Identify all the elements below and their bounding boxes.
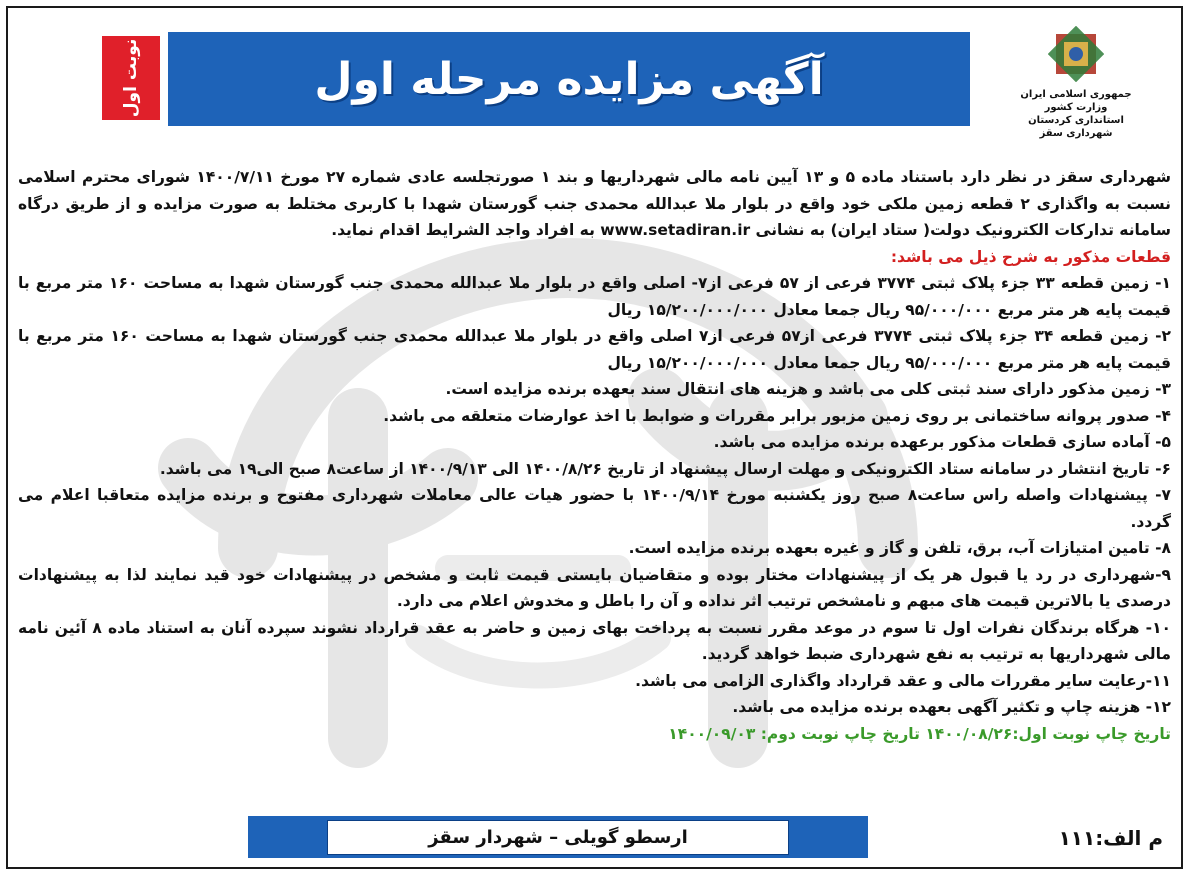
edition-badge xyxy=(102,36,160,120)
item-8: ۸- تامین امتیازات آب، برق، تلفن و گاز و غیره بعهده برنده مزایده است. xyxy=(628,539,1171,557)
org-line-3: استانداری کردستان xyxy=(1028,115,1124,126)
title-banner xyxy=(168,32,970,126)
item-5: ۵- آماده سازی قطعات مذکور برعهده برنده مزایده می باشد. xyxy=(713,433,1171,451)
item-11: ۱۱-رعایت سایر مقررات مالی و عقد قرارداد واگذاری الزامی می باشد. xyxy=(635,671,1171,690)
item-1: ۱- زمین قطعه ۳۳ جزء پلاک ثبتی ۳۷۷۴ فرعی از ۵۷ فرعی از۷- اصلی واقع در بلوار ملا عبدالله محمدی جنب گورستان شهدا به مساحت ۱۶۰ متر مربع با قیمت پایه هر متر مربع ۹۵/۰۰۰/۰۰۰ ریال جمعا معادل ۱۵/۲۰۰/۰۰۰/۰۰۰ ریال xyxy=(18,274,1171,319)
municipality-logo-icon xyxy=(1048,26,1104,82)
org-line-4: شهرداری سقز xyxy=(1039,128,1113,139)
header xyxy=(8,8,1181,158)
intro-paragraph: شهرداری سقز در نظر دارد باستناد ماده ۵ و ۱۳ آیین نامه مالی شهرداریها و بند ۱ صورتجلسه عادی شماره ۲۷ مورخ ۱۴۰۰/۷/۱۱ شورای محترم اسلامی نسبت به واگذاری ۲ قطعه زمین ملکی خود واقع در بلوار ملا عبدالله محمدی جنب گورستان شهدا با کاربری مختلط به صورت مزایده و از طریق درگاه سامانه تدارکات الکترونیک دولت( ستاد ایران) به نشانی www.setadiran.ir به افراد واجد الشرایط اقدام نماید. xyxy=(18,168,1172,239)
notice-body xyxy=(18,164,1171,747)
org-emblem xyxy=(1011,26,1141,140)
notice-code: م الف:۱۱۱ xyxy=(1058,826,1163,850)
org-line-1: جمهوری اسلامی ایران xyxy=(1020,89,1132,100)
item-9: ۹-شهرداری در رد یا قبول هر یک از پیشنهادات مختار بوده و متقاضیان بایستی قیمت ثابت و مشخص در پیشنهادات خود قید نمایند لذا به پیشنهادات درصدی یا بالاترین قیمت های مبهم و نامشخص ترتیب اثر نداده و آن را باطل و مخدوش اعلام می دارد. xyxy=(18,565,1171,610)
items-heading: قطعات مذکور به شرح ذیل می باشد: xyxy=(890,247,1171,266)
item-4: ۴- صدور پروانه ساختمانی بر روی زمین مزبور برابر مقررات و ضوابط با اخذ عوارضات متعلقه می باشد. xyxy=(383,406,1171,425)
print-dates: تاریخ چاپ نوبت اول:۱۴۰۰/۰۸/۲۶ تاریخ چاپ نوبت دوم: ۱۴۰۰/۰۹/۰۳ xyxy=(668,724,1171,743)
page-title: آگهی مزایده مرحله اول xyxy=(314,53,824,105)
org-line-2: وزارت کشور xyxy=(1044,102,1108,113)
signature: ارسطو گویلی – شهردار سقز xyxy=(327,820,789,855)
signature-banner xyxy=(248,816,868,858)
item-10: ۱۰- هرگاه برندگان نفرات اول تا سوم در موعد مقرر نسبت به پرداخت بهای زمین و حاضر به عقد قرارداد نشوند سپرده آنان به استناد ماده ۸ آئین نامه مالی شهرداریها به ترتیب به نفع شهرداری ضبط خواهد گردید. xyxy=(18,618,1171,663)
item-2: ۲- زمین قطعه ۳۴ جزء پلاک ثبتی ۳۷۷۴ فرعی از۵۷ فرعی از۷ اصلی واقع در بلوار ملا عبدالله محمدی جنب گورستان شهدا به مساحت ۱۶۰ متر مربع با قیمت پایه هر متر مربع ۹۵/۰۰۰/۰۰۰ ریال جمعا معادل ۱۵/۲۰۰/۰۰۰/۰۰۰ ریال xyxy=(18,327,1171,372)
item-3: ۳- زمین مذکور دارای سند ثبتی کلی می باشد و هزینه های انتقال سند بعهده برنده مزایده است. xyxy=(445,380,1171,398)
notice-page xyxy=(6,6,1183,869)
item-7: ۷- پیشنهادات واصله راس ساعت۸ صبح روز یکشنبه مورخ ۱۴۰۰/۹/۱۴ با حضور هیات عالی معاملات شهرداری مفتوح و برنده مزایده متعاقبا اعلام می گردد. xyxy=(18,486,1171,531)
item-6: ۶- تاریخ انتشار در سامانه ستاد الکترونیکی و مهلت ارسال پیشنهاد از تاریخ ۱۴۰۰/۸/۲۶ الی ۱۴۰۰/۹/۱۳ از ساعت۸ صبح الی۱۹ می باشد. xyxy=(159,459,1171,478)
edition-badge-label: نوبت اول xyxy=(121,38,142,118)
item-12: ۱۲- هزینه چاپ و تکثیر آگهی بعهده برنده مزایده می باشد. xyxy=(732,698,1171,716)
